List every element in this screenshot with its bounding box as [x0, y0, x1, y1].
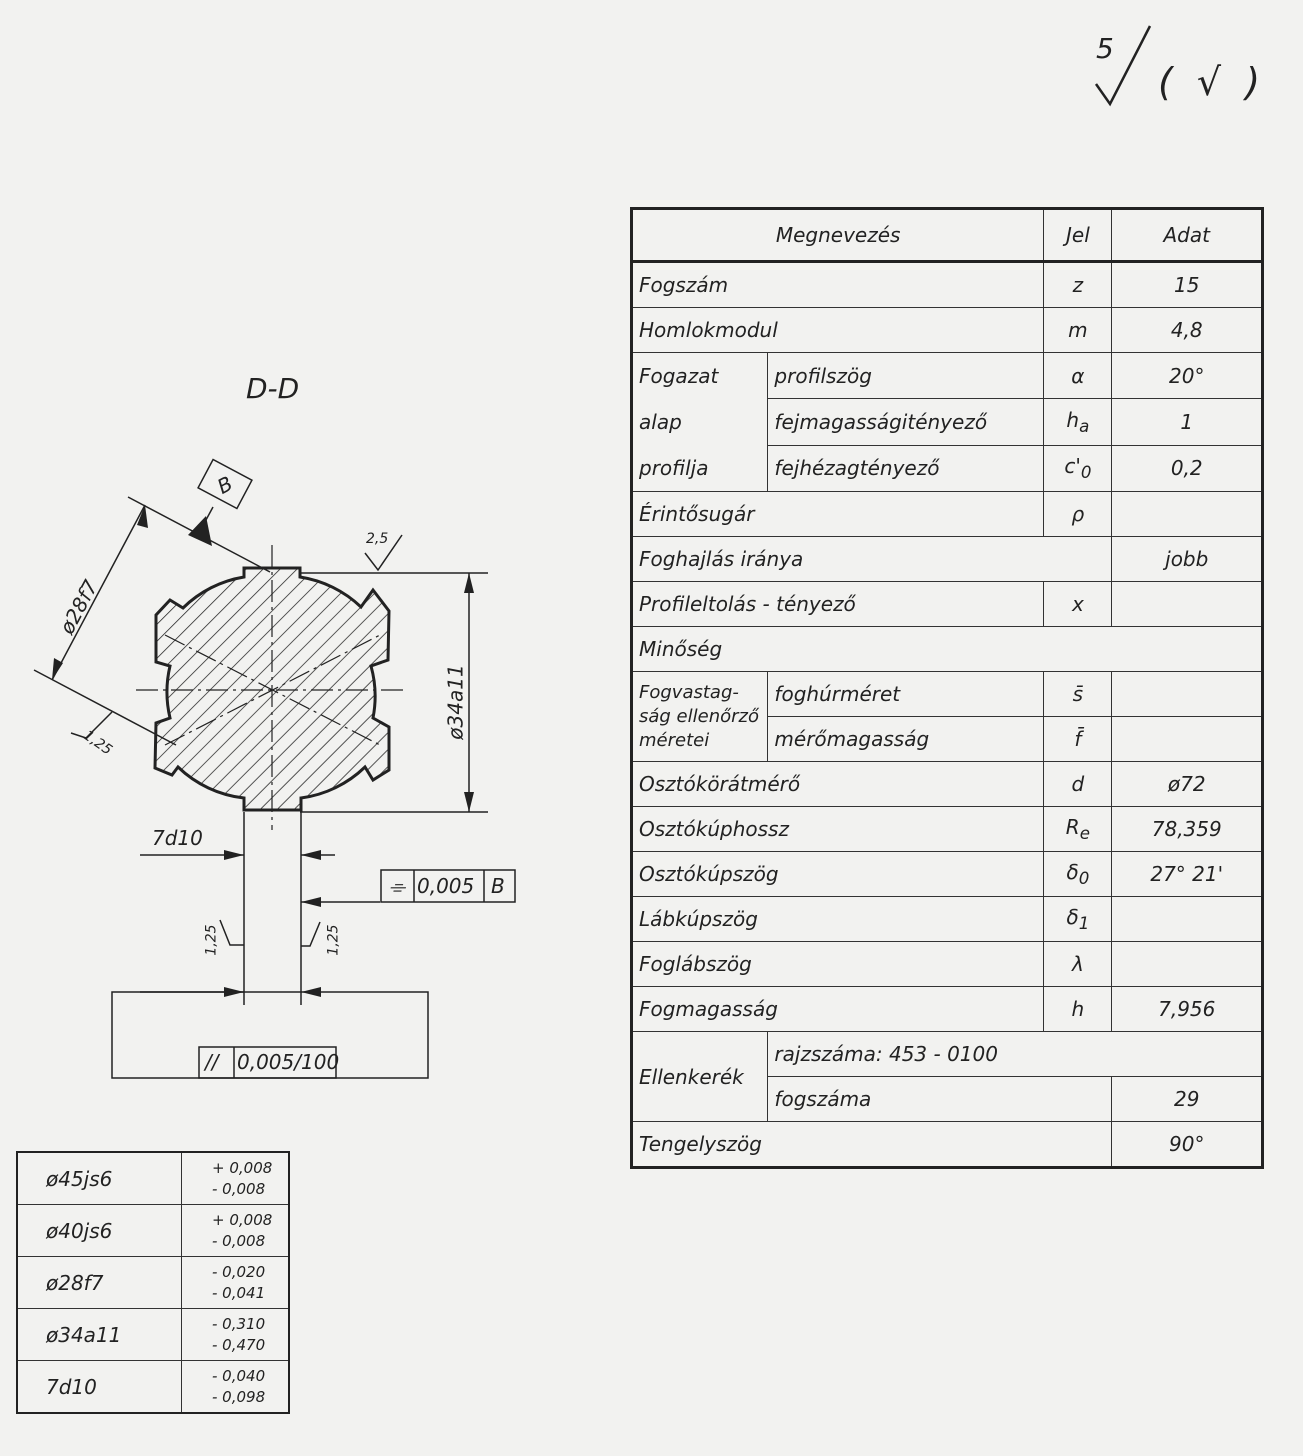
table-row [632, 987, 1263, 1032]
datum-label: B [213, 471, 237, 499]
deviation-cell [182, 1205, 290, 1257]
row-symbol: x [1044, 582, 1112, 627]
row-name: mérőmagasság [768, 717, 1044, 762]
row-name: Érintősugár [632, 492, 1044, 537]
row-symbol: s̄ [1044, 672, 1112, 717]
row-symbol: h [1044, 987, 1112, 1032]
row-name: Foglábszög [632, 942, 1044, 987]
row-symbol [1044, 852, 1112, 897]
roughness-top-value: 2,5 [366, 531, 389, 547]
row-symbol [1044, 897, 1112, 942]
fit-designation: ø45js6 [17, 1152, 182, 1205]
row-name: fejhézagtényező [768, 445, 1044, 491]
dim-diameter-28: ø28f7 [54, 576, 103, 638]
symbol-main: δ [1066, 860, 1079, 884]
tolerance-row [17, 1205, 289, 1257]
roughness-left-value: 1,25 [80, 727, 115, 759]
gear-data-table [630, 207, 1264, 1169]
dim-width: 7d10 [152, 826, 203, 850]
thickness-group-line: Fogvastag- [639, 681, 739, 703]
symbol-sub: a [1079, 416, 1090, 436]
table-row [632, 308, 1263, 353]
row-name: Ellenkerék [632, 1032, 768, 1122]
symbol-sub: 0 [1078, 869, 1090, 888]
roughness-slot-left-value: 1,25 [203, 924, 220, 956]
row-value: 15 [1112, 262, 1263, 308]
ellenkerek-drawing-number: rajzszáma: 453 - 0100 [768, 1032, 1263, 1077]
row-symbol: α [1044, 353, 1112, 399]
row-name: Osztókörátmérő [632, 762, 1044, 807]
table-row [632, 537, 1263, 582]
row-name: profilszög [768, 353, 1044, 399]
table-row [632, 262, 1263, 308]
profile-group-line: profilja [639, 456, 709, 480]
thickness-group-label [632, 672, 768, 762]
row-name: Fogmagasság [632, 987, 1044, 1032]
symbol-main: h [1066, 407, 1080, 432]
row-name: Lábkúpszög [632, 897, 1044, 942]
table-row [632, 762, 1263, 807]
tolerance-table [16, 1151, 290, 1414]
fit-designation: ø40js6 [17, 1205, 182, 1257]
row-name: Foghajlás iránya [632, 537, 1112, 582]
table-row [632, 852, 1263, 897]
table-row [632, 1032, 1263, 1077]
roughness-value: 5 [1096, 32, 1114, 65]
upper-deviation: - 0,020 [212, 1262, 266, 1281]
roughness-slot-right-value: 1,25 [325, 924, 342, 956]
roughness-paren: ( √ ) [1158, 60, 1267, 104]
symmetry-tolerance: 0,005 [417, 874, 475, 898]
row-symbol: f̄ [1044, 717, 1112, 762]
row-symbol: d [1044, 762, 1112, 807]
header-data: Adat [1112, 209, 1263, 262]
profile-group-label [632, 353, 768, 492]
row-symbol [1044, 807, 1112, 852]
row-value [1112, 672, 1263, 717]
lower-deviation: - 0,008 [212, 1231, 266, 1250]
section-label: D-D [246, 372, 300, 405]
row-name: Tengelyszög [632, 1122, 1112, 1168]
header-symbol: Jel [1044, 209, 1112, 262]
upper-deviation: + 0,008 [212, 1210, 273, 1229]
row-symbol [1044, 445, 1112, 491]
upper-deviation: - 0,040 [212, 1366, 266, 1385]
row-value: 78,359 [1112, 807, 1263, 852]
row-value: 1 [1112, 399, 1263, 445]
table-row [632, 353, 1263, 399]
row-value: 0,2 [1112, 445, 1263, 491]
tolerance-row [17, 1257, 289, 1309]
row-symbol: λ [1044, 942, 1112, 987]
row-value [1112, 717, 1263, 762]
row-value: 90° [1112, 1122, 1263, 1168]
row-name: Profileltolás - tényező [632, 582, 1044, 627]
row-name: Osztókúpszög [632, 852, 1044, 897]
deviation-cell [182, 1361, 290, 1414]
fit-designation: ø34a11 [17, 1309, 182, 1361]
symbol-sub: 1 [1078, 914, 1090, 933]
table-row [632, 582, 1263, 627]
table-row [632, 897, 1263, 942]
row-name: Fogszám [632, 262, 1044, 308]
profile-group-line: Fogazat [639, 364, 719, 388]
header-name: Megnevezés [632, 209, 1044, 262]
row-name: Homlokmodul [632, 308, 1044, 353]
fit-designation: 7d10 [17, 1361, 182, 1414]
table-row [632, 627, 1263, 672]
lower-deviation: - 0,008 [212, 1179, 266, 1198]
row-symbol: ρ [1044, 492, 1112, 537]
thickness-group-line: ság ellenőrző [639, 705, 759, 727]
table-header-row [632, 209, 1263, 262]
row-value [1112, 582, 1263, 627]
ellenkerek-teeth-label: fogszáma [768, 1077, 1112, 1122]
row-symbol: z [1044, 262, 1112, 308]
row-value [1112, 897, 1263, 942]
row-value: ø72 [1112, 762, 1263, 807]
row-value: 27° 21' [1112, 852, 1263, 897]
symbol-main: R [1065, 815, 1080, 839]
tolerance-row [17, 1361, 289, 1414]
symbol-main: c' [1064, 454, 1081, 479]
lower-deviation: - 0,041 [212, 1283, 266, 1302]
lower-deviation: - 0,098 [212, 1387, 266, 1406]
row-value [1112, 942, 1263, 987]
thickness-group-line: méretei [639, 729, 710, 751]
row-value: 7,956 [1112, 987, 1263, 1032]
row-value: 4,8 [1112, 308, 1263, 353]
profile-group-line: alap [639, 410, 682, 434]
table-row [632, 672, 1263, 717]
row-name: Minőség [632, 627, 1263, 672]
table-row [632, 942, 1263, 987]
dim-diameter-34: ø34a11 [443, 664, 468, 740]
tolerance-row [17, 1152, 289, 1205]
row-name: fejmagasságitényező [768, 399, 1044, 445]
upper-deviation: + 0,008 [212, 1158, 273, 1177]
table-row [632, 1122, 1263, 1168]
deviation-cell [182, 1309, 290, 1361]
tolerance-row [17, 1309, 289, 1361]
symbol-sub: 0 [1080, 463, 1092, 483]
row-name: Osztókúphossz [632, 807, 1044, 852]
parallel-tolerance: 0,005/100 [237, 1050, 340, 1074]
symmetry-symbol: ⌯ [389, 874, 405, 898]
upper-deviation: - 0,310 [212, 1314, 266, 1333]
fit-designation: ø28f7 [17, 1257, 182, 1309]
row-symbol: m [1044, 308, 1112, 353]
symbol-main: δ [1066, 905, 1079, 929]
symmetry-datum: B [491, 874, 505, 898]
row-value: 20° [1112, 353, 1263, 399]
row-name: foghúrméret [768, 672, 1044, 717]
table-row [632, 492, 1263, 537]
table-row [632, 807, 1263, 852]
deviation-cell [182, 1152, 290, 1205]
deviation-cell [182, 1257, 290, 1309]
symbol-sub: e [1079, 824, 1090, 843]
parallel-symbol: // [205, 1050, 219, 1074]
ellenkerek-teeth-value: 29 [1112, 1077, 1263, 1122]
row-value [1112, 492, 1263, 537]
row-value: jobb [1112, 537, 1263, 582]
row-symbol [1044, 399, 1112, 445]
lower-deviation: - 0,470 [212, 1335, 266, 1354]
